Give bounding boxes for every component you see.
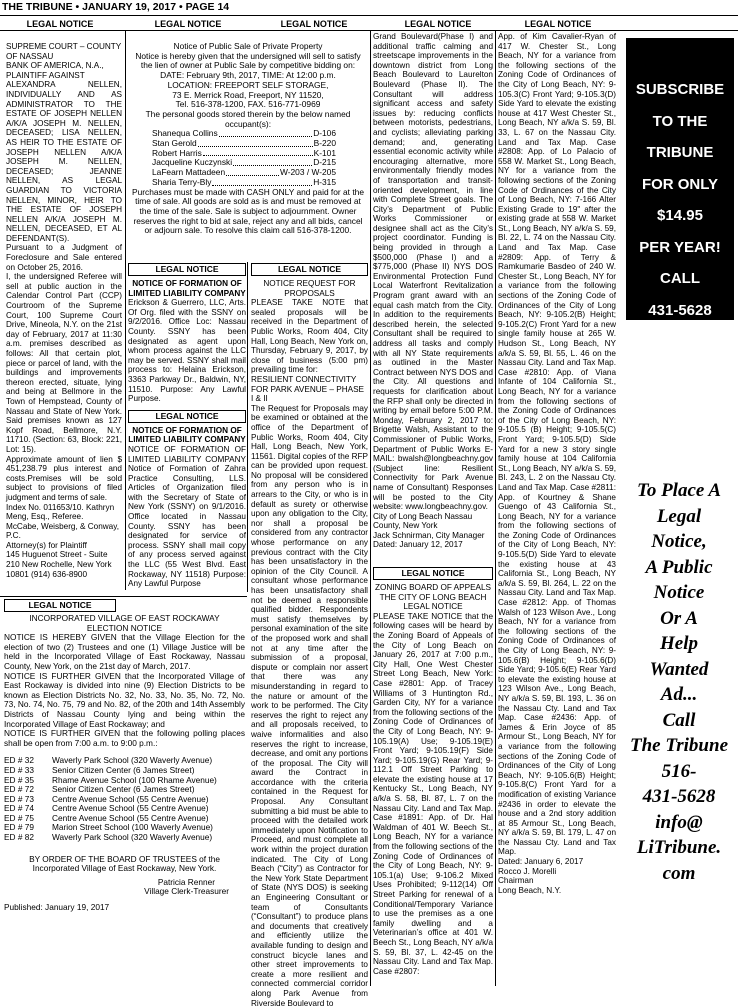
subscribe-line: TO THE: [652, 112, 708, 130]
subscribe-ad: [626, 38, 734, 320]
ad-line: Help: [660, 633, 698, 654]
ad-line: LiTribune.: [636, 837, 722, 858]
firm-address: 145 Huguenot Street - Suite 210 New Rochelle, New York 10801 (914) 636-8900: [6, 550, 112, 579]
list-item: Robert Harris K-101: [152, 147, 336, 158]
legal-notice-label: LEGAL NOTICE: [251, 263, 368, 276]
election-role: Village Clerk-Treasurer: [144, 886, 229, 897]
legal-notice-label: LEGAL NOTICE: [4, 599, 116, 612]
sale-terms: Purchases must be made with CASH ONLY and paid for at the time of sale. All goods are sold as is and must be removed at the time of the sale. Sale is subject to adjournment. Owner reserves the right to bid at sale, reject any and all bids, cancel or adjourn sale. To resolve this claim call 516-378-1200.: [132, 186, 364, 236]
polling-list: [4, 756, 245, 842]
llc-title: NOTICE OF FORMATION OF LIMITED LIABILITY COMPANY: [128, 279, 246, 298]
sale-description: I, the undersigned Referee will sell at public auction in the Calendar Control Part (CCP) Courtroom of the Supreme Court, 100 Supreme Court Drive, Mineola, N.Y. on the 21st day of February, 2017 at 11:30 a.m. premises described as follows: All that certain plot, piece or parcel of land, with the buildings and improvements thereon erected, situate, lying and being at Bellmore in the Town of Hempstead, County of Nassau and State of New York. Said premises known as 127 Kopf Road, Bellmore, N.Y. 11710. (Section: 63, Block: 221, Lot: 15).: [6, 272, 122, 454]
election-para: NOTICE IS FURTHER GIVEN that the following polling places shall be open from 7:00 a.m. to 9:00 p.m.:: [4, 728, 245, 748]
election-para: NOTICE IS HEREBY GIVEN that the Village Election for the election of two (2) Trustees and one (1) Village Justice will be held in the Incorporated Village of East Rockaway, Nassau County, New York, on the 21st day of March, 2017.: [4, 632, 245, 671]
list-item: Stan Gerold B-220: [152, 138, 336, 149]
rfp-body: The Request for Proposals may be examined or obtained at the office of the Department of Public Works, Room 404, City Hall, Long Beach, New York, 11561. Digital copies of the RFP can be provided upon request. No proposal will be considered from any person who is in arrears to the City, or who is in default as surety or otherwise upon any obligation to the City, nor shall a proposal be considered from any contractor whose performance on any previous contract with the City has been unsatisfactory in the opinion of the City Council. A consultant whose performance has been unsatisfactory shall not be deemed a responsible qualified bidder. Respondents must satisfy themselves by personal examination of the site of the proposed work and shall not at any time after the submission of a proposal, dispute or complain nor assert that there was any misunderstanding in regard to the nature or amount of the work to be performed. The City reserves the right to reject any and all proposals received, to waive informalities and also reserves the right to increase, decrease, and omit any portions of the proposal. The City will award the Contract in accordance with the criteria contained in the Request for Proposal. Any Consultant submitting a bid must be able to proceed with the detailed work immediately upon Notification to Proceed, and must complete all work within the project duration indicated. The City of Long Beach (“City”) as Contractor for the New York State Department of State (NYS DOS) is seeking an Engineering Consultant or team of Consultants (“Consultant”) to produce plans and documents that creatively and efficiently utilize the available funding to design and construct bicycle lanes and other street improvements to create a more resilient and connected commercial corridor along Park Avenue from Riverside Boulevard to: [251, 403, 368, 1008]
rfp-project: RESILIENT CONNECTIVITY FOR PARK AVENUE – PHASE I & II: [251, 374, 364, 404]
list-item: ED # 79 Marion Street School (100 Waverly Avenue): [4, 822, 213, 833]
llc-body: NOTICE OF FORMATION OF LIMITED LIABILITY COMPANY Notice of Formation of Zahra Practice Consulting, LLS. Articles of Organization filed with the Secretary of State of New York (SSNY) on 9/1/2016. Office located in Nassau County. SSNY has been designated for service of process. SSNY shall mail copy of any process served against the LLC (55 West Blvd. East Rockaway, NY 11518) Purpose: Any Lawful Purpose: [128, 444, 246, 589]
llc-notices: [128, 262, 246, 592]
zoning-continued: [498, 32, 616, 982]
legal-notice-label: LEGAL NOTICE: [128, 410, 246, 423]
list-item: ED # 82 Waverly Park School (320 Waverly Avenue): [4, 832, 213, 843]
plaintiff: BANK OF AMERICA, N.A., PLAINTIFF AGAINST: [6, 61, 104, 80]
rfp-body-continued: Grand Boulevard(Phase I) and additional traffic calming and streetscape improvements in the downtown district from Long Beach Boulevard to Laurelton Boulevard (Phase II). The Consultant will address significant access and safety issues by: reducing conflicts between motorists, pedestrians, and cyclists; alleviating parking demand; and, generating essential economic activity while encouraging alternative, more environmentally friendly modes of transportation and transit-oriented development, in line with Complete Street goals. The City’s Department of Public Works Commissioner or designee shall act as the City’s project coordinator. Funding is being provided in through a $500,000 (Phase I) and a $775,000 (Phase II) NYS DOS Environmental Protection Fund Local Waterfront Revitalization Program grant award with an equal cash match from the City. In addition to the requirements described herein, the selected Consultant shall be required to address all tasks and comply with all NY State requirements as outlined in the Master Contract between NYS DOS and the City. All questions and requests for clarification about the RFP shall only be directed in writing by email before 5:00 P.M. Monday, February 2, 2017 to: Brigette Walsh, Assistant to the Commissioner of Public Works, Department of Public Works E-MAIL: bwalsh@longbeachny.gov (Subject line: Resilient Connectivity for Park Avenue name of Consultant) Responses will be posted to the City website: www.longbeachny.gov.: [373, 32, 493, 512]
judgment-line: Pursuant to a Judgment of Foreclosure and Sale entered on October 25, 2016.: [6, 243, 122, 272]
election-signer: Patricia Renner: [157, 876, 215, 887]
list-item: ED # 73 Centre Avenue School (55 Centre Avenue): [4, 793, 209, 804]
rfp-title: NOTICE REQUEST FOR PROPOSALS: [263, 279, 356, 298]
ad-line: Call: [662, 709, 696, 731]
zoning-dated: Dated: January 6, 2017: [498, 857, 584, 867]
list-item: ED # 32 Waverly Park School (320 Waverly Avenue): [4, 755, 213, 766]
sale-title: Notice of Public Sale of Private Property: [173, 41, 323, 51]
ad-line: Or A: [660, 607, 698, 629]
ad-line: info@: [655, 811, 703, 833]
ad-line: Wanted: [649, 658, 709, 680]
ad-line: 516-: [661, 760, 697, 782]
zoning-signer: Rocco J. Morelli: [498, 866, 557, 876]
header-row: [0, 17, 738, 31]
list-item: ED # 72 Senior Citizen Center (6 James Street): [4, 784, 195, 795]
list-item: Shanequa Collins D-106: [152, 128, 336, 139]
subscribe-line: SUBSCRIBE: [635, 81, 725, 98]
legal-notice-ad: [620, 478, 738, 886]
law-firm: McCabe, Weisberg, & Conway, P.C.: [6, 521, 120, 541]
sale-goods: The personal goods stored therein by the below named occupant(s):: [145, 108, 351, 129]
court-caption: SUPREME COURT – COUNTY OF NASSAU: [6, 42, 122, 61]
election-title: ELECTION NOTICE: [86, 622, 163, 633]
election-order: BY ORDER OF THE BOARD OF TRUSTEES of the Incorporated Village of East Rockaway, New York.: [29, 853, 220, 874]
published-date: Published: January 19, 2017: [4, 902, 110, 913]
header-label: LEGAL NOTICE: [26, 19, 94, 29]
zoning-body-continued: App. of Kim Cavalier-Ryan of 417 W. Chester St., Long Beach, NY for a variance from the following sections of the Zoning Code of Ordinances of the City of Long Beach, NY: 9-105.3(C) Front Yard; 9-105.3(D) Side Yard to elevate the existing house at 417 West Chester St., Long Beach, NY a/k/a S. 59, Bl. 33, L. 67 on the Nassau City. Land and Tax Map. Case #2808: App. of Lo Palacio of 558 W. Market St., Long Beach, NY for a variance from the following sections of the Zoning Code of Ordinances of the City of Long Beach, NY: 7-166 Alter Existing Grade to 19" after the existing grade at 558 W. Market St., Long Beach, NY a/k/a S. 59, Bl. 22, L. 74 on the Nassau City. Land and Tax Map. Case #2809: App. of Terry & Ramkumarie Basdeo of 240 W. Chester St., Long Beach, NY for a variance from the following sections of the Zoning Code of Ordinances of the City of Long Beach, NY: 9-105.2(B) Height; 9-105.2(C) Front Yard for a new single family house at 265 W. Hudson St., Long Beach, NY a/k/a S. 59, Bl. 55, L. 46 on the Nassau City. Land and Tax Map. Case #2810: App. of Viana Infante of 104 California St., Long Beach, NY for a variance from the following sections of the Zoning Code of Ordinances of the City of Long Beach, NY: 9-105.5 (B) Height; 9-105.5(C) Front Yard; 9-105.5(D) Side Yard for a new 3 story single family house at 104 California St., Long Beach, NY a/k/a S. 59, Bl. 243, L. 2 on the Nassau Cty. Land and Tax Map. Case #2811: App. of Kourtney & Shane Guengo of 43 California St., Long Beach, NY for a variance from the following sections of the Zoning Code of Ordinances of the City of Long Beach, NY: 9-105.5(D) Side Yard to elevate the existing house at 43 California St., Long Beach, NY a/k/a S. 59, Bl. 264, L. 22 on the Nassau City. Land and Tax Map. Case #2812: App. of Thomas Walsh of 123 Wilson Ave., Long Beach, NY for a variance from the following sections of the Zoning Code of Ordinances of the City of Long Beach, NY: 9-105.6(B) Height; 9-105.6(D) Side Yard; 9-105.6(E) Rear Yard to elevate the existing house at 123 Wilson Ave., Long Beach, NY a/k/a S. 59, Bl. 193, L. 36 on the Nassau Cty. Land and Tax Map. Case #2436: App. of James & Erin Joyce of 85 Armour St., Long Beach, NY for a variance from the following sections of the Zoning Code of Ordinances of the City of Long Beach, NY: 9-105.6(B) Height; 9-105.8(C) Front Yard for a modification of existing Variance #2436 in order to elevate the house and a 2nd story addition at 85 Armour St., Long Beach, NY a/k/a S. 59, Bl. 179, L. 47 on the Nassau Cty. Land and Tax Map.: [498, 32, 616, 857]
zoning-title: ZONING BOARD OF APPEALS THE CITY OF LONG BEACH LEGAL NOTICE: [374, 583, 491, 612]
ad-line: Notice: [653, 582, 705, 603]
zoning-role: Chairman: [498, 876, 534, 886]
subscribe-line: 431-5628: [648, 301, 712, 319]
list-item: Jacqueline Kuczynski D-215: [152, 157, 336, 168]
attorneys-label: Attorney(s) for Plaintiff: [6, 540, 87, 550]
rfp-intro: PLEASE TAKE NOTE that sealed proposals will be received in the Department of Public Works, Room 404, City Hall, Long Beach, New York on, Thursday, February 9, 2017, by close of business (5:00 pm) prevailing time for:: [251, 298, 368, 375]
rfp-dated: Dated: January 12, 2017: [373, 540, 463, 550]
lien-amount: Approximate amount of lien $ 451,238.79 plus interest and costs.Premises will be sold subject to provisions of filed judgment and terms of sale.: [6, 454, 122, 502]
list-item: Sharia Terry-Bly H-315: [152, 176, 336, 187]
header-label: LEGAL NOTICE: [524, 19, 592, 29]
header-label: LEGAL NOTICE: [280, 19, 348, 29]
ad-line: The Tribune: [630, 735, 728, 756]
index-number: Index No. 011653/10. Kathryn Meng, Esq., Referee.: [6, 502, 115, 522]
ad-line: A Public: [645, 556, 713, 578]
sale-intro: Notice is hereby given that the undersigned will sell to satisfy the lien of owner at Public Sale by competitive bidding on:: [135, 50, 361, 71]
list-item: ED # 33 Senior Citizen Center (6 James Street): [4, 764, 195, 775]
list-item: LaFearn Mattadeen W-203 / W-205: [152, 167, 336, 178]
subscribe-line: FOR ONLY: [641, 175, 719, 193]
ad-line: Ad...: [660, 684, 698, 705]
zoning-body: PLEASE TAKE NOTICE that the following cases will be heard by the Zoning Board of Appeals of the City of Long Beach on January 26, 2017 at 7:00 p.m., City Hall, One West Chester Street Long Beach, New York: Case #2801: App. of Tracey Williams of 3 Huntington Rd., Garden City, NY for a variance from the following sections of the Zoning Code of Ordinances of the City of Long Beach, NY: 9-105.19(A) Use; 9-105.19(E) Front Yard; 9-105.19(F) Side Yard; 9-105.19(G) Rear Yard; 9-112.1 Off Street Parking to elevate the existing house at 17 Kentucky St., Long Beach, NY a/k/a S. 58, Bl. 87, L. 7 on the Nassau City. Land and Tax Map. Case #1891: App. of Dr. Hal Waldman of 401 W. Beech St., Long Beach, NY for a variance from the following sections of the Zoning Code of Ordinances of the City of Long Beach, NY: 9-105.1(a) Use; 9-106.2 Mixed Uses Prohibited; 9-112(14) Off Street Parking for renewal of a Conditional/Temporary Variance to use the premises as a one family dwelling and a Veterinarian’s office at 401 W. Beech St., Long Beach, NY a/k/a S. 59, Bl. 37, L. 42-45 on the Nassau City. Land and Tax Map. Case #2807:: [373, 611, 493, 976]
list-item: ED # 74 Centre Avenue School (55 Centre Avenue): [4, 803, 209, 814]
election-notice: [4, 598, 245, 978]
ad-line: com: [662, 862, 696, 884]
llc-title: NOTICE OF FORMATION OF LIMITED LIABILITY COMPANY: [128, 425, 246, 445]
legal-notice-label: LEGAL NOTICE: [373, 567, 493, 580]
header-label: LEGAL NOTICE: [154, 19, 222, 29]
subscribe-line: $14.95: [657, 207, 703, 224]
subscribe-line: CALL: [660, 270, 700, 287]
foreclosure-notice: [6, 42, 122, 592]
election-village: INCORPORATED VILLAGE OF EAST ROCKAWAY: [29, 613, 220, 623]
zoning-place: Long Beach, N.Y.: [498, 885, 562, 895]
public-sale-notice: [130, 42, 366, 254]
rfp-continued: [373, 32, 493, 560]
ad-line: Notice,: [651, 531, 707, 552]
llc-body: Erickson & Guerrero, LLC, Arts. Of Org. filed with the SSNY on 9/2/2016. Office Loc: Nassau County. SSNY has been designated as agent upon whom process against the LLC may be served. SSNY shall mail process to: Helaina Erickson, 3363 Parkway Dr., Baldwin, NY, 11510. Purpose: Any Lawful Purpose.: [128, 298, 246, 404]
subscribe-line: PER YEAR!: [639, 238, 721, 256]
ad-line: 431-5628: [642, 786, 716, 807]
sale-location: LOCATION: FREEPORT SELF STORAGE,: [167, 79, 329, 90]
rfp-signer-city: City of Long Beach Nassau County, New York: [373, 511, 473, 531]
header-label: LEGAL NOTICE: [404, 19, 472, 29]
rfp-signer: Jack Schnirman, City Manager: [373, 530, 485, 540]
defendants: ALEXANDRA NELLEN, INDIVIDUALLY AND AS ADMINISTRATOR TO THE ESTATE OF JOSEPH NELLEN A/K/A JOSEPH M. NELLEN, DECEASED; LISA NELLEN, AS HEIR TO THE ESTATE OF JOSEPH NELLEN A/K/A JOSEPH M. NELLEN, DECEASED; JEANNE NELLEN, AS LEGAL GUARDIAN TO VICTORIA NELLEN, MINOR, HEIR TO THE ESTATE OF JOSEPH NELLEN A/K/A JOSEPH M. NELLEN, DECEASED, ET AL DEFENDANT(S).: [6, 80, 122, 243]
occupant-list: [130, 129, 366, 187]
rfp-notice: [251, 262, 368, 1008]
sale-phone: Tel. 516-378-1200, FAX. 516-771-0969: [175, 99, 321, 110]
zoning-notice: [373, 566, 493, 980]
list-item: ED # 75 Centre Avenue School (55 Centre Avenue): [4, 812, 209, 823]
masthead: THE TRIBUNE • JANUARY 19, 2017 • PAGE 14: [0, 0, 738, 16]
list-item: ED # 35 Rhame Avenue School (100 Rhame Avenue): [4, 774, 217, 785]
legal-notice-label: LEGAL NOTICE: [128, 263, 246, 276]
subscribe-line: TRIBUNE: [646, 144, 714, 161]
ad-line: To Place A: [636, 480, 722, 501]
sale-date: DATE: February 9th, 2017, TIME: At 12:00 p.m.: [160, 70, 336, 81]
election-para: NOTICE IS FURTHER GIVEN that the Incorporated Village of East Rockaway is divided into nine (9) Election Districts to be known as Election Districts No. 32, No. 33, No. 35, No. 72, No. 73, No. 74, No. 75, 79 and No. 82, of the 20th and 14th Assembly Districts of Nassau County lying and being within the Incorporated Village of East Rockaway; and: [4, 670, 245, 729]
sale-street: 73 E. Merrick Road, Freeport, NY 11520,: [172, 89, 324, 100]
ad-line: Legal: [656, 505, 702, 527]
